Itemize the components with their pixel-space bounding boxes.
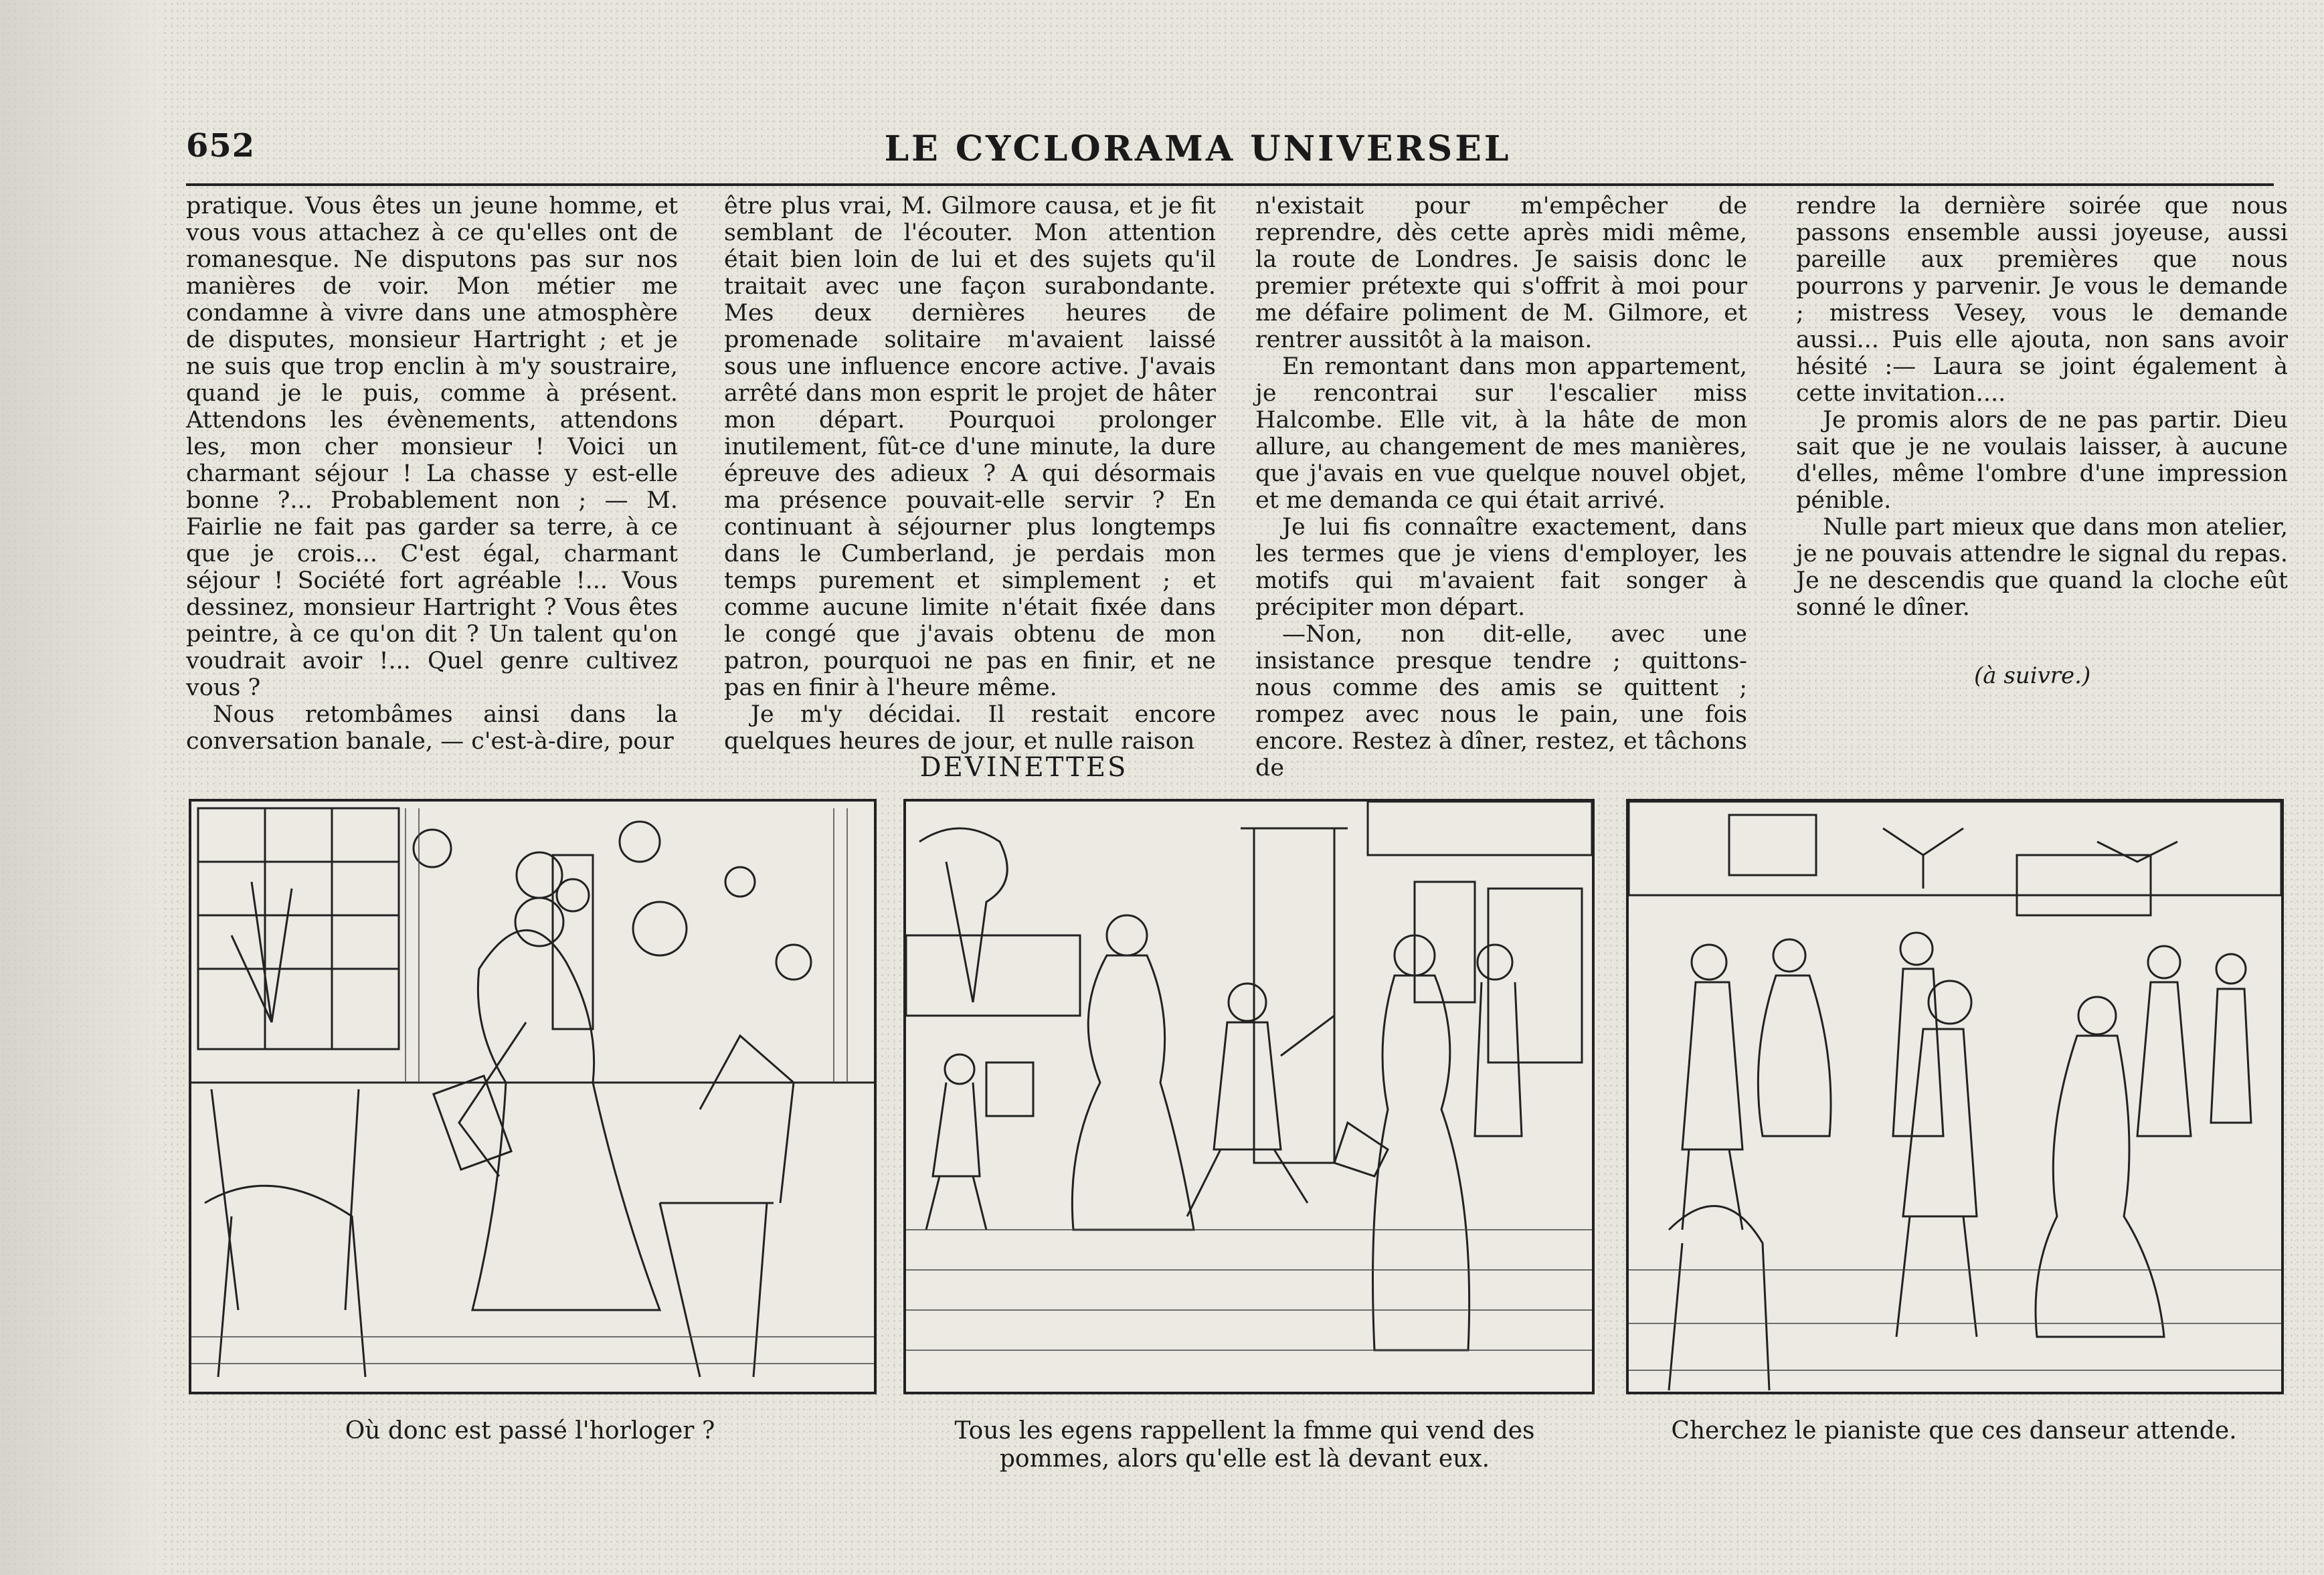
article-paragraph: Je lui fis connaître exactement, dans les termes que je viens d'employer, les motifs qui m'avaient fait songer à précipiter mon départ. xyxy=(1255,514,1747,621)
text-column-4 xyxy=(1796,193,2288,743)
ballroom-engraving xyxy=(1629,802,2281,1392)
article-paragraph: n'existait pour m'empêcher de reprendre, dès cette après midi même, la route de Londres. Je saisis donc le premier prétexte qui s'offrit à moi pour me défaire poliment de M. Gilmore, et rentrer aussitôt à la maison. xyxy=(1255,193,1747,353)
apple-seller-engraving xyxy=(906,802,1592,1392)
header-rule xyxy=(186,183,2274,186)
puzzle-illustration-ballroom xyxy=(1626,799,2284,1394)
puzzle-caption-2: Tous les egens rappellent la fmme qui vend des pommes, alors qu'elle est là devant eux. xyxy=(954,1417,1535,1473)
article-paragraph: pratique. Vous êtes un jeune homme, et vous vous attachez à ce qu'elles ont de romanesque. Ne disputons pas sur nos manières de voir. Mon métier me condamne à vivre dans une atmosphère de disputes, monsieur Hartright ; et je ne suis que trop enclin à m'y soustraire, quand je le puis, comme à présent. Attendons les évènements, attendons les, mon cher monsieur ! Voici un charmant séjour ! La chasse y est-elle bonne ?... Probablement non ; — M. Fairlie ne fait pas garder sa terre, à ce que je crois... C'est égal, charmant séjour ! Société fort agréable !... Vous dessinez, monsieur Hartright ? Vous êtes peintre, à ce qu'on dit ? Un talent qu'on voudrait avoir !... Quel genre cultivez vous ? xyxy=(186,193,678,701)
running-head-title: LE CYCLORAMA UNIVERSEL xyxy=(884,128,1512,169)
watchmaker-engraving xyxy=(191,802,874,1392)
article-paragraph: être plus vrai, M. Gilmore causa, et je fit semblant de l'écouter. Mon attention était bien loin de lui et des sujets qu'il traitait avec une façon surabondante. Mes deux dernières heures de promenade solitaire m'avaient laissé sous une influence encore active. J'avais arrêté dans mon esprit le projet de hâter mon départ. Pourquoi prolonger inutilement, fût-ce d'une minute, la dure épreuve des adieux ? A qui désormais ma présence pouvait-elle servir ? En continuant à séjourner plus longtemps dans le Cumberland, je perdais mon temps purement et simplement ; et comme aucune limite n'était fixée dans le congé que j'avais obtenu de mon patron, pourquoi ne pas en finir, et ne pas en finir à l'heure même. xyxy=(724,193,1216,701)
puzzle-illustration-apple-seller xyxy=(903,799,1595,1394)
page-number: 652 xyxy=(186,127,256,165)
puzzle-illustration-watchmaker xyxy=(189,799,877,1394)
text-column-3 xyxy=(1255,193,1747,781)
article-paragraph: —Non, non dit-elle, avec une insistance presque tendre ; quittons-nous comme des amis se quittent ; rompez avec nous le pain, une fois encore. Restez à dîner, restez, et tâchons de xyxy=(1255,621,1747,781)
puzzle-caption-1: Où donc est passé l'horloger ? xyxy=(345,1417,715,1445)
article-paragraph: rendre la dernière soirée que nous passons ensemble aussi joyeuse, aussi pareille aux premières que nous pourrons y parvenir. Je vous le demande ; mistress Vesey, vous le demande aussi... Puis elle ajouta, non sans avoir hésité :— Laura se joint également à cette invitation.... xyxy=(1796,193,2288,407)
article-paragraph: Je m'y décidai. Il restait encore quelques heures de jour, et nulle raison xyxy=(724,701,1216,755)
text-column-2 xyxy=(724,193,1216,755)
to-be-continued: (à suivre.) xyxy=(1974,662,2091,689)
article-paragraph: En remontant dans mon appartement, je rencontrai sur l'escalier miss Halcombe. Elle vit, à la hâte de mon allure, au changement de mes manières, que j'avais en vue quelque nouvel objet, et me demanda ce qui était arrivé. xyxy=(1255,353,1747,514)
puzzle-caption-3: Cherchez le pianiste que ces danseur attende. xyxy=(1671,1417,2237,1445)
page-fold-shadow xyxy=(0,0,161,1575)
article-paragraph: Je promis alors de ne pas partir. Dieu sait que je ne voulais laisser, à aucune d'elles, même l'ombre d'une impression pénible. xyxy=(1796,407,2288,514)
article-paragraph: Nulle part mieux que dans mon atelier, je ne pouvais attendre le signal du repas. Je ne descendis que quand la cloche eût sonné le dîner. xyxy=(1796,514,2288,621)
section-title: DEVINETTES xyxy=(919,752,1128,783)
article-paragraph: Nous retombâmes ainsi dans la conversation banale, — c'est-à-dire, pour xyxy=(186,701,678,755)
text-column-1 xyxy=(186,193,678,755)
